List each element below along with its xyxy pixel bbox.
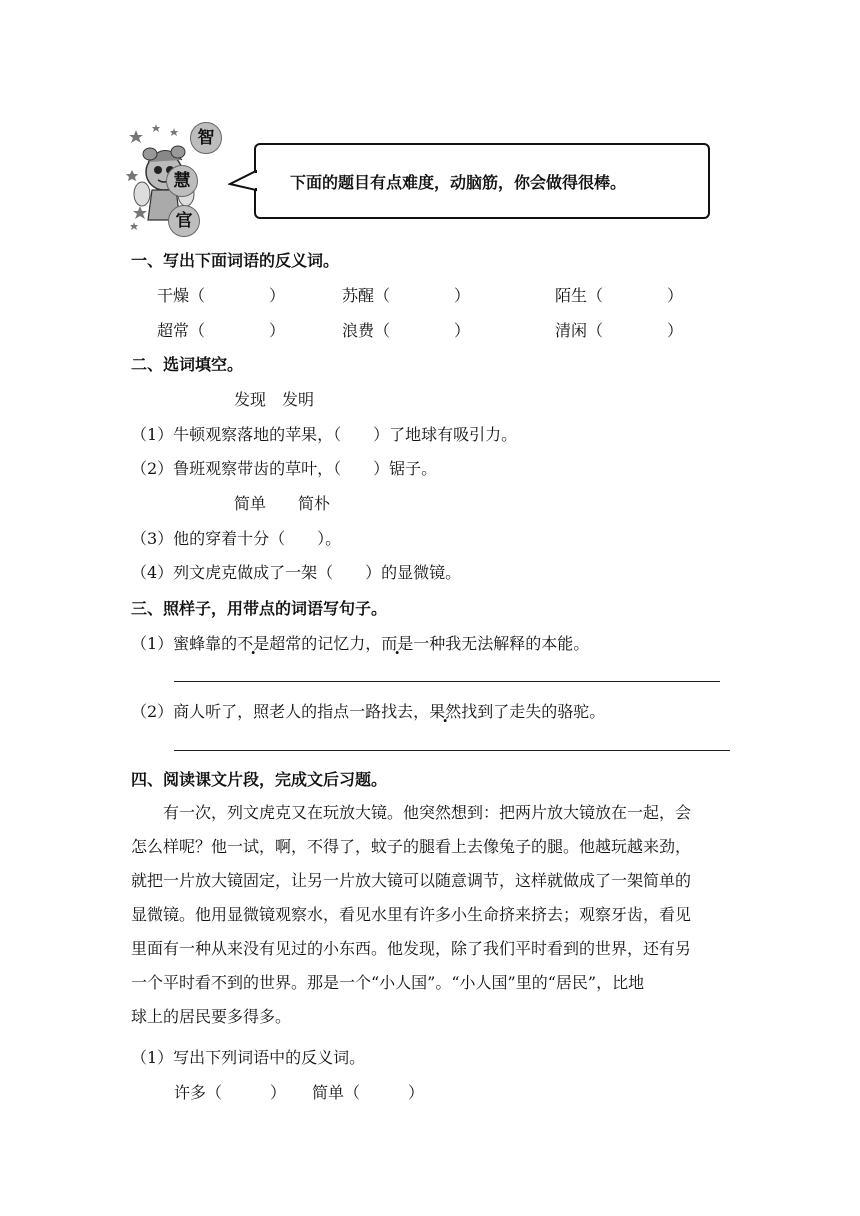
passage-line: 就把一片放大镜固定，让另一片放大镜可以随意调节，这样就做成了一架简单的 xyxy=(131,871,692,890)
s3-q2-dotted-word: 果然 xyxy=(429,702,462,721)
s3-q1-dotted-word-2: 而是 xyxy=(381,634,414,653)
s3-q2-part-a: （2）商人听了，照老人的指点一路找去， xyxy=(131,702,430,721)
speech-bubble-tail xyxy=(228,170,258,192)
s3-q1-part-c: 一种我无法解释的本能。 xyxy=(413,634,590,653)
s3-answer-line-2[interactable] xyxy=(174,750,730,751)
passage-line: 球上的居民要多得多。 xyxy=(131,1007,292,1026)
section-2-title: 二、选词填空。 xyxy=(131,355,244,374)
passage-line: 显微镜。他用显微镜观察水，看见水里有许多小生命挤来挤去；观察牙齿，看见 xyxy=(131,905,692,924)
s4-question-1: （1）写出下列词语中的反义词。 xyxy=(131,1048,366,1067)
s2-question-1: （1）牛顿观察落地的苹果，（ ）了地球有吸引力。 xyxy=(131,425,518,444)
passage-line: 里面有一种从来没有见过的小东西。他发现，除了我们平时看到的世界，还有另 xyxy=(131,939,692,958)
s4-q1-item-2: 简单（ ） xyxy=(312,1083,425,1102)
s1-item-6: 清闲（ ） xyxy=(555,321,684,340)
passage-line: 一个平时看不到的世界。那是一个“小人国”。“小人国”里的“居民”，比地 xyxy=(131,973,645,992)
s3-q2-part-b: 找到了走失的骆驼。 xyxy=(461,702,606,721)
section-4-title: 四、阅读课文片段，完成文后习题。 xyxy=(131,770,388,789)
s3-question-2 xyxy=(131,699,605,722)
badge-zhi: 智 xyxy=(190,122,222,154)
s1-item-4: 超常（ ） xyxy=(157,321,286,340)
s2-word-choices-1: 发现 发明 xyxy=(234,390,315,409)
badge-hui: 慧 xyxy=(166,165,198,197)
section-3-title: 三、照样子，用带点的词语写句子。 xyxy=(131,599,388,618)
s2-word-choices-2: 简单 简朴 xyxy=(234,494,331,513)
bubble-text: 下面的题目有点难度，动脑筋，你会做得很棒。 xyxy=(290,173,627,192)
s3-q1-dotted-word-1: 不是 xyxy=(237,634,270,653)
section-1-title: 一、写出下面词语的反义词。 xyxy=(131,251,340,270)
s1-item-1: 干燥（ ） xyxy=(157,286,286,305)
s1-item-3: 陌生（ ） xyxy=(555,286,684,305)
passage-line: 有一次，列文虎克又在玩放大镜。他突然想到：把两片放大镜放在一起，会 xyxy=(131,803,692,822)
s2-question-4: （4）列文虎克做成了一架（ ）的显微镜。 xyxy=(131,563,462,582)
s3-q1-part-b: 超常的记忆力， xyxy=(269,634,382,653)
s3-answer-line-1[interactable] xyxy=(174,681,720,682)
s2-question-3: （3）他的穿着十分（ ）。 xyxy=(131,529,342,548)
s2-question-2: （2）鲁班观察带齿的草叶，（ ）锯子。 xyxy=(131,459,438,478)
s4-q1-item-1: 许多（ ） xyxy=(174,1083,287,1102)
passage-line: 怎么样呢？他一试，啊，不得了，蚊子的腿看上去像兔子的腿。他越玩越来劲， xyxy=(131,837,692,856)
badge-guan: 官 xyxy=(168,205,200,237)
s1-item-2: 苏醒（ ） xyxy=(342,286,471,305)
s1-item-5: 浪费（ ） xyxy=(342,321,471,340)
s3-question-1 xyxy=(131,631,589,654)
reading-passage xyxy=(131,796,731,1034)
s3-q1-part-a: （1）蜜蜂靠的 xyxy=(131,634,238,653)
